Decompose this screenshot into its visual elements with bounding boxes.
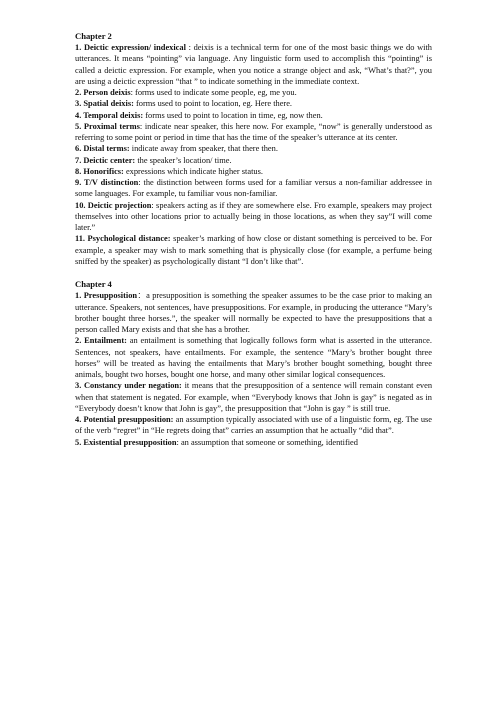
definition-text: it means that the presupposition of a sentence will remain constant even when that statement is negated. For example, when “Everybody knows that John is gay” is negated as in “Everybody doesn’t know that John is gay”, the presupposition that “John is gay ” is still true. [75, 381, 433, 413]
definition-item [75, 121, 432, 144]
definition-text: : the distinction between forms used for a familiar versus a non-familiar addressee in some languages. For example, tu familiar vous non-familiar. [75, 178, 432, 199]
definition-term: 1. Presupposition [75, 291, 138, 301]
definition-text: an entailment is something that logically follows form what is asserted in the utterance. Sentences, not speakers, have entailments. For example, the sentence “Mary’s brother bought three horses” will be treated as having the entailments that Mary’s brother bought something, bought three animals, bought two horses, bought one horse, and many other similar logical consequences. [75, 336, 432, 380]
definition-text: indicate away from speaker, that there then. [129, 144, 278, 154]
definition-item [75, 200, 432, 234]
definition-term: 5. Proximal terms [75, 121, 140, 131]
definition-item [75, 437, 432, 448]
definition-text: : speakers acting as if they are somewhere else. Fro example, speakers may project themselves into other locations prior to actually being in those locations, as when they say”I will come later.” [75, 200, 432, 233]
definition-term: 2. Entailment: [75, 336, 127, 346]
definition-item [75, 166, 432, 177]
definition-text: speaker’s marking of how close or distant something is perceived to be. For example, a speaker may wish to mark something that is physically close (for example, a perfume being sniffed by the speaker) as psychologically distant “I don’t like that”. [75, 234, 432, 266]
definition-term: 11. Psychological distance: [75, 234, 171, 244]
definition-term: 4. Temporal deixis: [75, 110, 144, 120]
definition-item [75, 414, 432, 437]
definition-item [75, 290, 432, 335]
definition-text: an assumption typically associated with use of a linguistic form, eg. The use of the verb “regret” in “He regrets doing that” carries an assumption that he actually “did that”. [75, 415, 432, 436]
definition-term: 3. Constancy under negation: [75, 381, 182, 391]
definition-term: 9. T/V distinction [75, 178, 139, 188]
definition-text: : forms used to indicate some people, eg, me you. [130, 88, 297, 98]
chapter-4-heading: Chapter 4 [75, 279, 112, 290]
definition-term: 1. Deictic expression/ indexical [75, 43, 186, 53]
chapter-4-list [75, 290, 432, 448]
definition-text: : deixis is a technical term for one of the most basic things we do with utterances. It means “pointing” via language. Any linguistic form used to accomplish this “pointing” is called a deictic expression. For example, when you notice a strange object and ask, “What’s that?”, you are using a deictic expression “that ” to indicate something in the immediate context. [75, 43, 432, 86]
definition-item [75, 98, 432, 109]
definition-term: 7. Deictic center: [75, 155, 136, 165]
definition-item [75, 233, 432, 267]
chapter-2-heading: Chapter 2 [75, 31, 112, 41]
definition-text: forms used to point to location in time, eg, now then. [143, 110, 323, 120]
definition-text: the speaker’s location/ time. [135, 155, 232, 165]
definition-term: 6. Distal terms: [75, 144, 130, 154]
definition-text: ：a presupposition is something the speaker assumes to be the case prior to making an utterance. Speakers, not sentences, have presuppositions. For example, in producing the utterance “Mary’s brother bought three horses.”, the speaker will normally be expected to have the presuppositions that a person called Mary exists and that she has a brother. [75, 291, 432, 335]
definition-item [75, 42, 432, 87]
definition-item [75, 335, 432, 380]
definition-term: 3. Spatial deixis: [75, 99, 134, 109]
definition-item [75, 110, 432, 121]
definition-text: expressions which indicate higher status. [123, 166, 263, 176]
definition-term: 8. Honorifics: [75, 166, 124, 176]
definition-term: 2. Person deixis [75, 88, 131, 98]
definition-text: forms used to point to location, eg. Here there. [133, 99, 293, 109]
definition-item [75, 177, 432, 200]
definition-term: 5. Existential presupposition [75, 437, 177, 447]
definition-text: : an assumption that someone or something, identified [176, 437, 358, 447]
definition-term: 10. Deictic projection [75, 200, 152, 210]
definition-item [75, 155, 432, 166]
definition-item [75, 87, 432, 98]
definition-text: : indicate near speaker, this here now. For example, “now” is generally understood as referring to some point or period in time that has the time of the speaker’s utterance at its center. [75, 121, 432, 143]
definition-item [75, 380, 432, 414]
chapter-2-list [75, 42, 432, 267]
section-spacer [75, 267, 432, 279]
definition-term: 4. Potential presupposition: [75, 415, 174, 425]
definition-item [75, 143, 432, 154]
